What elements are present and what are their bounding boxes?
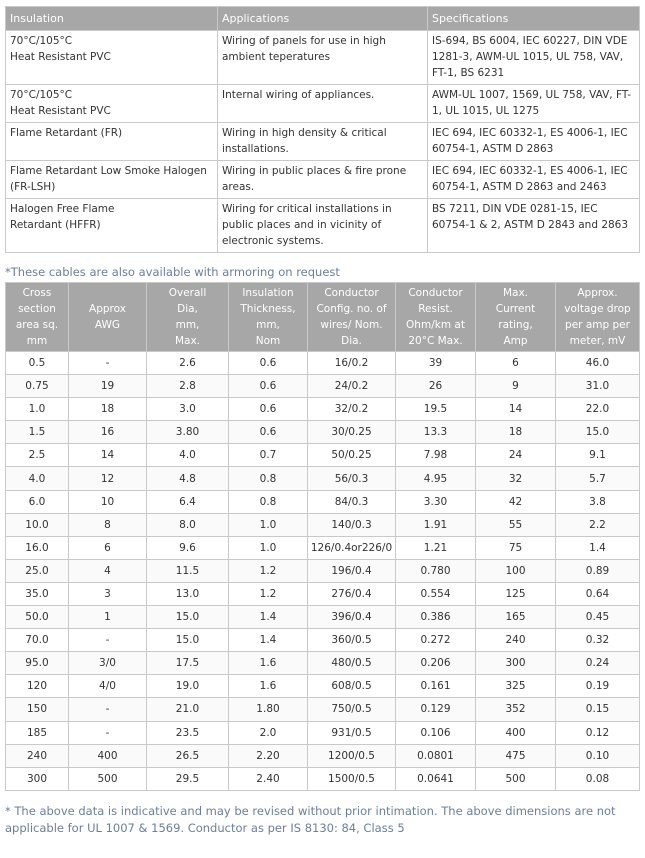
header-conductor-resist: Conductor Resist. Ohm/km at 20°C Max. xyxy=(396,283,476,352)
conductor-config-cell: 16/0.2 xyxy=(308,352,396,375)
insulation-thickness-cell: 0.8 xyxy=(229,490,308,513)
insulation-thickness-cell: 0.6 xyxy=(229,352,308,375)
conductor-resist-cell: 0.129 xyxy=(396,698,476,721)
header-specifications: Specifications xyxy=(428,7,640,31)
overall-dia-cell: 19.0 xyxy=(147,675,229,698)
conductor-resist-cell: 4.95 xyxy=(396,467,476,490)
conductor-config-cell: 480/0.5 xyxy=(308,652,396,675)
voltage-drop-cell: 15.0 xyxy=(556,421,640,444)
spec-row xyxy=(6,467,640,490)
awg-cell: 1 xyxy=(69,606,147,629)
insulation-thickness-cell: 1.80 xyxy=(229,698,308,721)
header-current-rating: Max. Current rating, Amp xyxy=(476,283,556,352)
insulation-thickness-cell: 0.6 xyxy=(229,421,308,444)
spec-row xyxy=(6,352,640,375)
conductor-resist-cell: 0.106 xyxy=(396,721,476,744)
insulation-table-header-row xyxy=(6,7,640,31)
conductor-resist-cell: 13.3 xyxy=(396,421,476,444)
voltage-drop-cell: 22.0 xyxy=(556,398,640,421)
spec-row xyxy=(6,490,640,513)
cross-section-cell: 1.0 xyxy=(6,398,69,421)
cross-section-cell: 25.0 xyxy=(6,559,69,582)
current-rating-cell: 125 xyxy=(476,582,556,605)
voltage-drop-cell: 0.24 xyxy=(556,652,640,675)
current-rating-cell: 75 xyxy=(476,536,556,559)
spec-row xyxy=(6,536,640,559)
conductor-config-cell: 396/0.4 xyxy=(308,606,396,629)
insulation-thickness-cell: 1.6 xyxy=(229,652,308,675)
current-rating-cell: 18 xyxy=(476,421,556,444)
cross-section-cell: 10.0 xyxy=(6,513,69,536)
insulation-thickness-cell: 1.6 xyxy=(229,675,308,698)
cross-section-cell: 50.0 xyxy=(6,606,69,629)
conductor-resist-cell: 0.780 xyxy=(396,559,476,582)
overall-dia-cell: 4.0 xyxy=(147,444,229,467)
specification-cell: IEC 694, IEC 60332-1, ES 4006-1, IEC 60754-1, ASTM D 2863 and 2463 xyxy=(428,161,640,199)
conductor-config-cell: 84/0.3 xyxy=(308,490,396,513)
voltage-drop-cell: 0.64 xyxy=(556,582,640,605)
overall-dia-cell: 13.0 xyxy=(147,582,229,605)
insulation-thickness-cell: 1.0 xyxy=(229,536,308,559)
cross-section-cell: 300 xyxy=(6,767,69,790)
insulation-thickness-cell: 0.6 xyxy=(229,375,308,398)
cross-section-cell: 35.0 xyxy=(6,582,69,605)
conductor-config-cell: 126/0.4or226/0 xyxy=(308,536,396,559)
current-rating-cell: 500 xyxy=(476,767,556,790)
overall-dia-cell: 9.6 xyxy=(147,536,229,559)
page-content xyxy=(5,6,639,837)
current-rating-cell: 32 xyxy=(476,467,556,490)
header-insulation: Insulation xyxy=(6,7,218,31)
voltage-drop-cell: 31.0 xyxy=(556,375,640,398)
overall-dia-cell: 6.4 xyxy=(147,490,229,513)
insulation-cell: Flame Retardant (FR) xyxy=(6,123,218,161)
voltage-drop-cell: 0.08 xyxy=(556,767,640,790)
current-rating-cell: 24 xyxy=(476,444,556,467)
insulation-row xyxy=(6,123,640,161)
awg-cell: 16 xyxy=(69,421,147,444)
conductor-config-cell: 140/0.3 xyxy=(308,513,396,536)
voltage-drop-cell: 1.4 xyxy=(556,536,640,559)
spec-row xyxy=(6,698,640,721)
current-rating-cell: 14 xyxy=(476,398,556,421)
awg-cell: 8 xyxy=(69,513,147,536)
insulation-cell: 70°C/105°C Heat Resistant PVC xyxy=(6,31,218,85)
cross-section-cell: 2.5 xyxy=(6,444,69,467)
awg-cell: 400 xyxy=(69,744,147,767)
specification-cell: AWM-UL 1007, 1569, UL 758, VAV, FT-1, UL 1015, UL 1275 xyxy=(428,85,640,123)
spec-row xyxy=(6,629,640,652)
header-awg: Approx AWG xyxy=(69,283,147,352)
current-rating-cell: 165 xyxy=(476,606,556,629)
insulation-row xyxy=(6,199,640,253)
cross-section-cell: 95.0 xyxy=(6,652,69,675)
voltage-drop-cell: 0.32 xyxy=(556,629,640,652)
current-rating-cell: 325 xyxy=(476,675,556,698)
conductor-resist-cell: 19.5 xyxy=(396,398,476,421)
conductor-config-cell: 196/0.4 xyxy=(308,559,396,582)
cross-section-cell: 120 xyxy=(6,675,69,698)
cross-section-cell: 6.0 xyxy=(6,490,69,513)
insulation-thickness-cell: 1.0 xyxy=(229,513,308,536)
application-cell: Wiring in public places & fire prone areas. xyxy=(218,161,428,199)
spec-row xyxy=(6,444,640,467)
header-overall-dia: Overall Dia, mm, Max. xyxy=(147,283,229,352)
conductor-resist-cell: 1.91 xyxy=(396,513,476,536)
spec-table-header-row xyxy=(6,283,640,352)
current-rating-cell: 352 xyxy=(476,698,556,721)
cross-section-cell: 150 xyxy=(6,698,69,721)
cross-section-cell: 16.0 xyxy=(6,536,69,559)
current-rating-cell: 475 xyxy=(476,744,556,767)
conductor-resist-cell: 3.30 xyxy=(396,490,476,513)
spec-row xyxy=(6,398,640,421)
conductor-config-cell: 50/0.25 xyxy=(308,444,396,467)
spec-row xyxy=(6,675,640,698)
conductor-resist-cell: 0.206 xyxy=(396,652,476,675)
awg-cell: 14 xyxy=(69,444,147,467)
conductor-config-cell: 56/0.3 xyxy=(308,467,396,490)
awg-cell: 6 xyxy=(69,536,147,559)
application-cell: Internal wiring of appliances. xyxy=(218,85,428,123)
armoring-note: *These cables are also available with armoring on request xyxy=(5,265,340,279)
cross-section-cell: 0.5 xyxy=(6,352,69,375)
overall-dia-cell: 3.80 xyxy=(147,421,229,444)
insulation-thickness-cell: 0.7 xyxy=(229,444,308,467)
cross-section-cell: 240 xyxy=(6,744,69,767)
overall-dia-cell: 2.6 xyxy=(147,352,229,375)
header-conductor-config: Conductor Config. no. of wires/ Nom. Dia. xyxy=(308,283,396,352)
overall-dia-cell: 17.5 xyxy=(147,652,229,675)
conductor-config-cell: 24/0.2 xyxy=(308,375,396,398)
voltage-drop-cell: 0.89 xyxy=(556,559,640,582)
spec-row xyxy=(6,582,640,605)
current-rating-cell: 300 xyxy=(476,652,556,675)
overall-dia-cell: 2.8 xyxy=(147,375,229,398)
insulation-table xyxy=(5,6,640,253)
current-rating-cell: 55 xyxy=(476,513,556,536)
voltage-drop-cell: 9.1 xyxy=(556,444,640,467)
spec-row xyxy=(6,375,640,398)
awg-cell: 3 xyxy=(69,582,147,605)
application-cell: Wiring in high density & critical installations. xyxy=(218,123,428,161)
conductor-config-cell: 931/0.5 xyxy=(308,721,396,744)
overall-dia-cell: 4.8 xyxy=(147,467,229,490)
voltage-drop-cell: 0.19 xyxy=(556,675,640,698)
conductor-config-cell: 32/0.2 xyxy=(308,398,396,421)
header-cross-section: Cross section area sq. mm xyxy=(6,283,69,352)
voltage-drop-cell: 0.12 xyxy=(556,721,640,744)
insulation-thickness-cell: 2.20 xyxy=(229,744,308,767)
cross-section-cell: 185 xyxy=(6,721,69,744)
awg-cell: 3/0 xyxy=(69,652,147,675)
footer-note: * The above data is indicative and may be revised without prior intimation. The above dimensions are not applicable for UL 1007 & 1569. Conductor as per IS 8130: 84, Class 5 xyxy=(5,803,616,835)
overall-dia-cell: 8.0 xyxy=(147,513,229,536)
insulation-thickness-cell: 1.2 xyxy=(229,582,308,605)
header-insulation-thickness: Insulation Thickness, mm, Nom xyxy=(229,283,308,352)
voltage-drop-cell: 2.2 xyxy=(556,513,640,536)
awg-cell: 500 xyxy=(69,767,147,790)
cross-section-cell: 70.0 xyxy=(6,629,69,652)
specification-cell: IS-694, BS 6004, IEC 60227, DIN VDE 1281-3, AWM-UL 1015, UL 758, VAV, FT-1, BS 6231 xyxy=(428,31,640,85)
cross-section-cell: 0.75 xyxy=(6,375,69,398)
application-cell: Wiring for critical installations in public places and in vicinity of electronic systems. xyxy=(218,199,428,253)
conductor-config-cell: 360/0.5 xyxy=(308,629,396,652)
header-applications: Applications xyxy=(218,7,428,31)
awg-cell: - xyxy=(69,698,147,721)
conductor-config-cell: 1500/0.5 xyxy=(308,767,396,790)
application-cell: Wiring of panels for use in high ambient teperatures xyxy=(218,31,428,85)
awg-cell: 4 xyxy=(69,559,147,582)
current-rating-cell: 42 xyxy=(476,490,556,513)
conductor-resist-cell: 0.272 xyxy=(396,629,476,652)
conductor-resist-cell: 0.0641 xyxy=(396,767,476,790)
overall-dia-cell: 3.0 xyxy=(147,398,229,421)
header-voltage-drop: Approx. voltage drop per amp per meter, mV xyxy=(556,283,640,352)
insulation-thickness-cell: 2.40 xyxy=(229,767,308,790)
overall-dia-cell: 23.5 xyxy=(147,721,229,744)
overall-dia-cell: 26.5 xyxy=(147,744,229,767)
insulation-thickness-cell: 1.4 xyxy=(229,606,308,629)
conductor-resist-cell: 7.98 xyxy=(396,444,476,467)
spec-row xyxy=(6,652,640,675)
insulation-row xyxy=(6,31,640,85)
insulation-thickness-cell: 1.2 xyxy=(229,559,308,582)
conductor-config-cell: 1200/0.5 xyxy=(308,744,396,767)
insulation-row xyxy=(6,85,640,123)
specification-cell: BS 7211, DIN VDE 0281-15, IEC 60754-1 & 2, ASTM D 2843 and 2863 xyxy=(428,199,640,253)
cross-section-cell: 1.5 xyxy=(6,421,69,444)
overall-dia-cell: 11.5 xyxy=(147,559,229,582)
current-rating-cell: 9 xyxy=(476,375,556,398)
conductor-resist-cell: 0.161 xyxy=(396,675,476,698)
voltage-drop-cell: 0.15 xyxy=(556,698,640,721)
conductor-config-cell: 30/0.25 xyxy=(308,421,396,444)
conductor-resist-cell: 0.386 xyxy=(396,606,476,629)
voltage-drop-cell: 5.7 xyxy=(556,467,640,490)
current-rating-cell: 400 xyxy=(476,721,556,744)
insulation-thickness-cell: 0.8 xyxy=(229,467,308,490)
awg-cell: - xyxy=(69,629,147,652)
conductor-config-cell: 608/0.5 xyxy=(308,675,396,698)
awg-cell: - xyxy=(69,352,147,375)
spec-row xyxy=(6,721,640,744)
insulation-cell: Flame Retardant Low Smoke Halogen (FR-LSH) xyxy=(6,161,218,199)
specification-cell: IEC 694, IEC 60332-1, ES 4006-1, IEC 60754-1, ASTM D 2863 xyxy=(428,123,640,161)
voltage-drop-cell: 46.0 xyxy=(556,352,640,375)
spec-row xyxy=(6,559,640,582)
cable-spec-table xyxy=(5,282,640,791)
awg-cell: 4/0 xyxy=(69,675,147,698)
current-rating-cell: 240 xyxy=(476,629,556,652)
insulation-thickness-cell: 2.0 xyxy=(229,721,308,744)
awg-cell: 19 xyxy=(69,375,147,398)
conductor-resist-cell: 39 xyxy=(396,352,476,375)
spec-row xyxy=(6,513,640,536)
insulation-cell: Halogen Free Flame Retardant (HFFR) xyxy=(6,199,218,253)
overall-dia-cell: 21.0 xyxy=(147,698,229,721)
spec-row xyxy=(6,606,640,629)
conductor-config-cell: 750/0.5 xyxy=(308,698,396,721)
insulation-thickness-cell: 0.6 xyxy=(229,398,308,421)
overall-dia-cell: 29.5 xyxy=(147,767,229,790)
conductor-config-cell: 276/0.4 xyxy=(308,582,396,605)
awg-cell: - xyxy=(69,721,147,744)
awg-cell: 10 xyxy=(69,490,147,513)
voltage-drop-cell: 0.45 xyxy=(556,606,640,629)
conductor-resist-cell: 0.0801 xyxy=(396,744,476,767)
insulation-row xyxy=(6,161,640,199)
conductor-resist-cell: 0.554 xyxy=(396,582,476,605)
spec-row xyxy=(6,421,640,444)
spec-row xyxy=(6,744,640,767)
cross-section-cell: 4.0 xyxy=(6,467,69,490)
conductor-resist-cell: 1.21 xyxy=(396,536,476,559)
overall-dia-cell: 15.0 xyxy=(147,606,229,629)
current-rating-cell: 100 xyxy=(476,559,556,582)
insulation-cell: 70°C/105°C Heat Resistant PVC xyxy=(6,85,218,123)
conductor-resist-cell: 26 xyxy=(396,375,476,398)
awg-cell: 12 xyxy=(69,467,147,490)
awg-cell: 18 xyxy=(69,398,147,421)
voltage-drop-cell: 3.8 xyxy=(556,490,640,513)
voltage-drop-cell: 0.10 xyxy=(556,744,640,767)
spec-row xyxy=(6,767,640,790)
insulation-thickness-cell: 1.4 xyxy=(229,629,308,652)
overall-dia-cell: 15.0 xyxy=(147,629,229,652)
current-rating-cell: 6 xyxy=(476,352,556,375)
